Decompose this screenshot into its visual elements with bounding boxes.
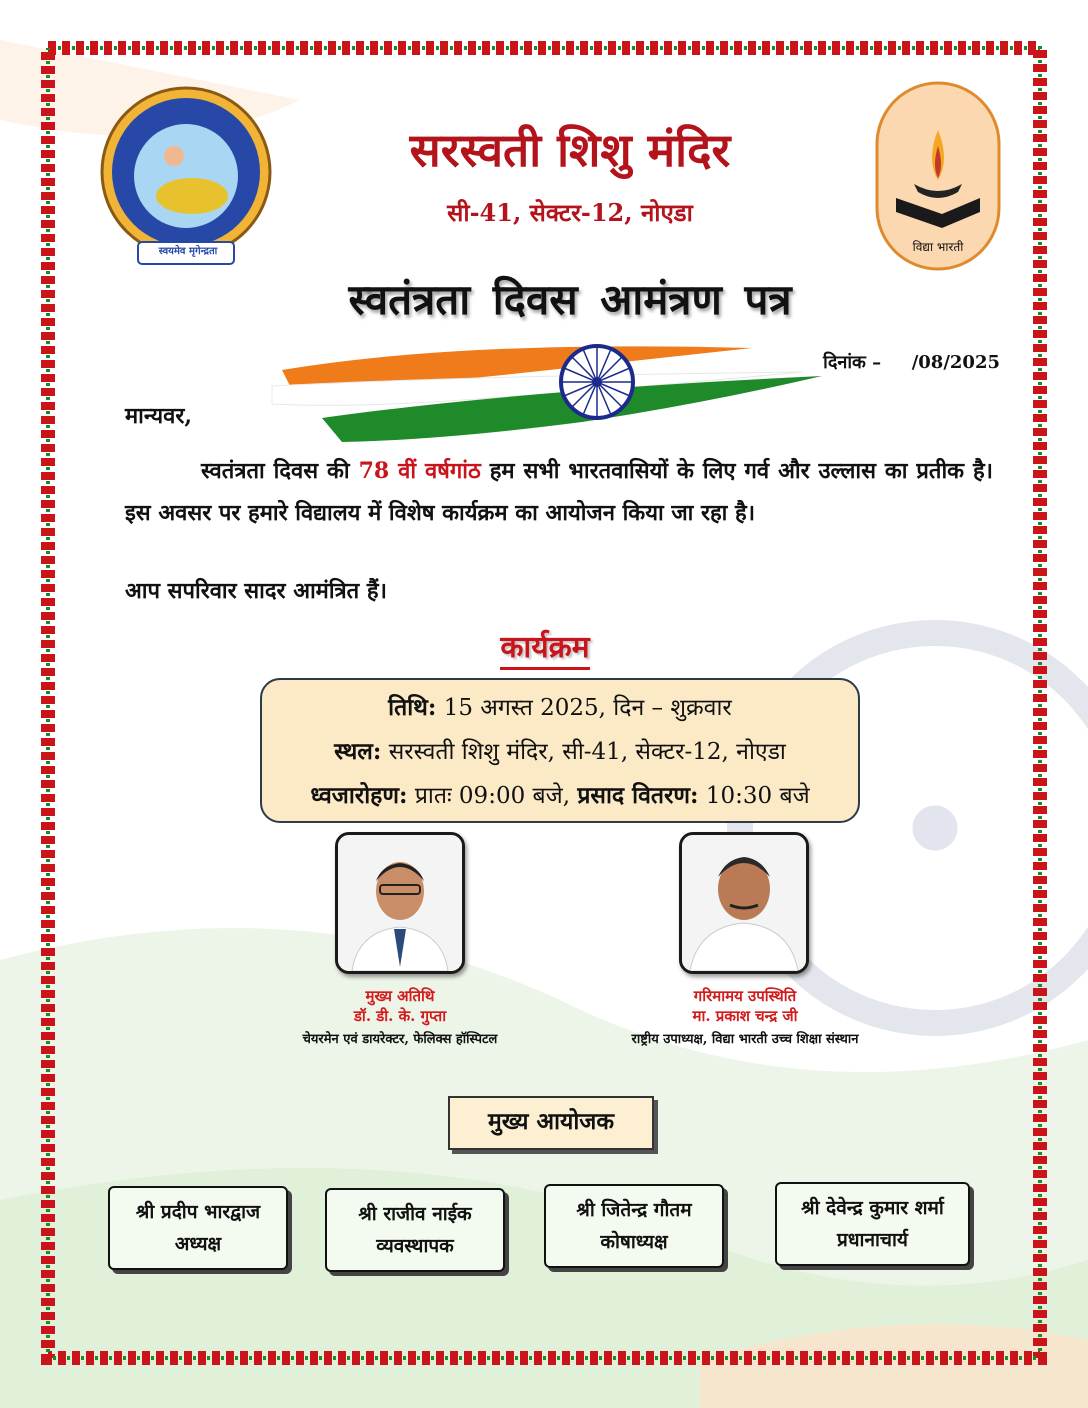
- program-details-box: [260, 678, 860, 823]
- guest-of-honour-photo: [679, 832, 809, 974]
- chief-guest-info: [250, 986, 550, 1050]
- program-date-value: 15 अगस्त 2025, दिन – शुक्रवार: [443, 695, 732, 721]
- chief-guest-role: मुख्य अतिथि: [365, 987, 435, 1005]
- guest-of-honour-desc: राष्ट्रीय उपाध्यक्ष, विद्या भारती उच्च शिक्षा संस्थान: [631, 1032, 859, 1047]
- right-logo-bottom-text: विद्या भारती: [912, 240, 964, 254]
- organizer-name: श्री राजीव नाईक: [358, 1203, 472, 1225]
- guest-of-honour-info: [570, 986, 920, 1050]
- program-date-label: तिथि:: [388, 694, 437, 721]
- invite-line: आप सपरिवार सादर आमंत्रित हैं।: [125, 578, 387, 604]
- organizer-post: अध्यक्ष: [174, 1233, 222, 1255]
- greeting: मान्यवर,: [125, 403, 192, 429]
- anniversary-highlight: 78 वीं वर्षगांठ: [358, 458, 481, 484]
- program-date-row: [262, 686, 858, 730]
- prasad-label: प्रसाद वितरण:: [577, 782, 699, 809]
- program-venue-row: [262, 730, 858, 774]
- letter-heading: स्वतंत्रता दिवस आमंत्रण पत्र: [348, 275, 792, 324]
- organizer-post: व्यवस्थापक: [376, 1235, 454, 1257]
- para-text-1: स्वतंत्रता दिवस की: [201, 458, 359, 484]
- organizer-name: श्री प्रदीप भारद्वाज: [135, 1201, 261, 1223]
- prasad-value: 10:30 बजे: [705, 783, 810, 809]
- school-address: सी-41, सेक्टर-12, नोएडा: [447, 198, 693, 227]
- letter-date: [790, 350, 1000, 374]
- chief-guest-desc: चेयरमेन एवं डायरेक्टर, फेलिक्स हॉस्पिटल: [302, 1032, 498, 1047]
- para-text-2: हम सभी भारतवासियों के लिए गर्व और उल्लास का प्रतीक है। इस अवसर पर हमारे विद्यालय में विशेष कार्यक्रम का आयोजन किया जा रहा है।: [125, 458, 993, 526]
- program-venue-value: सरस्वती शिशु मंदिर, सी-41, सेक्टर-12, नोएडा: [388, 739, 786, 765]
- organizers-title: मुख्य आयोजक: [448, 1096, 654, 1150]
- chief-guest-photo: [335, 832, 465, 974]
- organizer-name: श्री देवेन्द्र कुमार शर्मा: [801, 1197, 944, 1219]
- date-value: /08/2025: [911, 352, 1000, 373]
- organizer-post: प्रधानाचार्य: [837, 1229, 908, 1251]
- organizer-card: [325, 1188, 505, 1272]
- organizer-card: [108, 1186, 288, 1270]
- organizer-card: [775, 1182, 970, 1266]
- person-avatar-icon: [338, 835, 462, 971]
- chief-guest-name: डॉ. डी. के. गुप्ता: [353, 1007, 447, 1025]
- guest-of-honour-name: मा. प्रकाश चन्द्र जी: [692, 1007, 798, 1025]
- flag-hoisting-label: ध्वजारोहण:: [310, 782, 408, 809]
- flag-hoisting-value: प्रातः 09:00 बजे,: [414, 783, 571, 809]
- person-avatar-icon: [682, 835, 806, 971]
- guest-of-honour-role: गरिमामय उपस्थिति: [693, 987, 797, 1005]
- program-time-row: [262, 774, 858, 818]
- organizer-card: [544, 1184, 724, 1268]
- organizer-post: कोषाध्यक्ष: [600, 1231, 668, 1253]
- letter-paragraph: [125, 450, 993, 534]
- program-title: कार्यक्रम: [420, 625, 670, 666]
- left-logo-motto: स्वयमेव मृगेन्द्रता: [158, 246, 218, 257]
- date-label: दिनांक –: [823, 352, 882, 373]
- program-venue-label: स्थल:: [334, 738, 382, 765]
- tricolor-flag-brush: [262, 330, 862, 445]
- organizer-name: श्री जितेन्द्र गौतम: [576, 1199, 692, 1221]
- school-name: सरस्वती शिशु मंदिर: [409, 123, 731, 177]
